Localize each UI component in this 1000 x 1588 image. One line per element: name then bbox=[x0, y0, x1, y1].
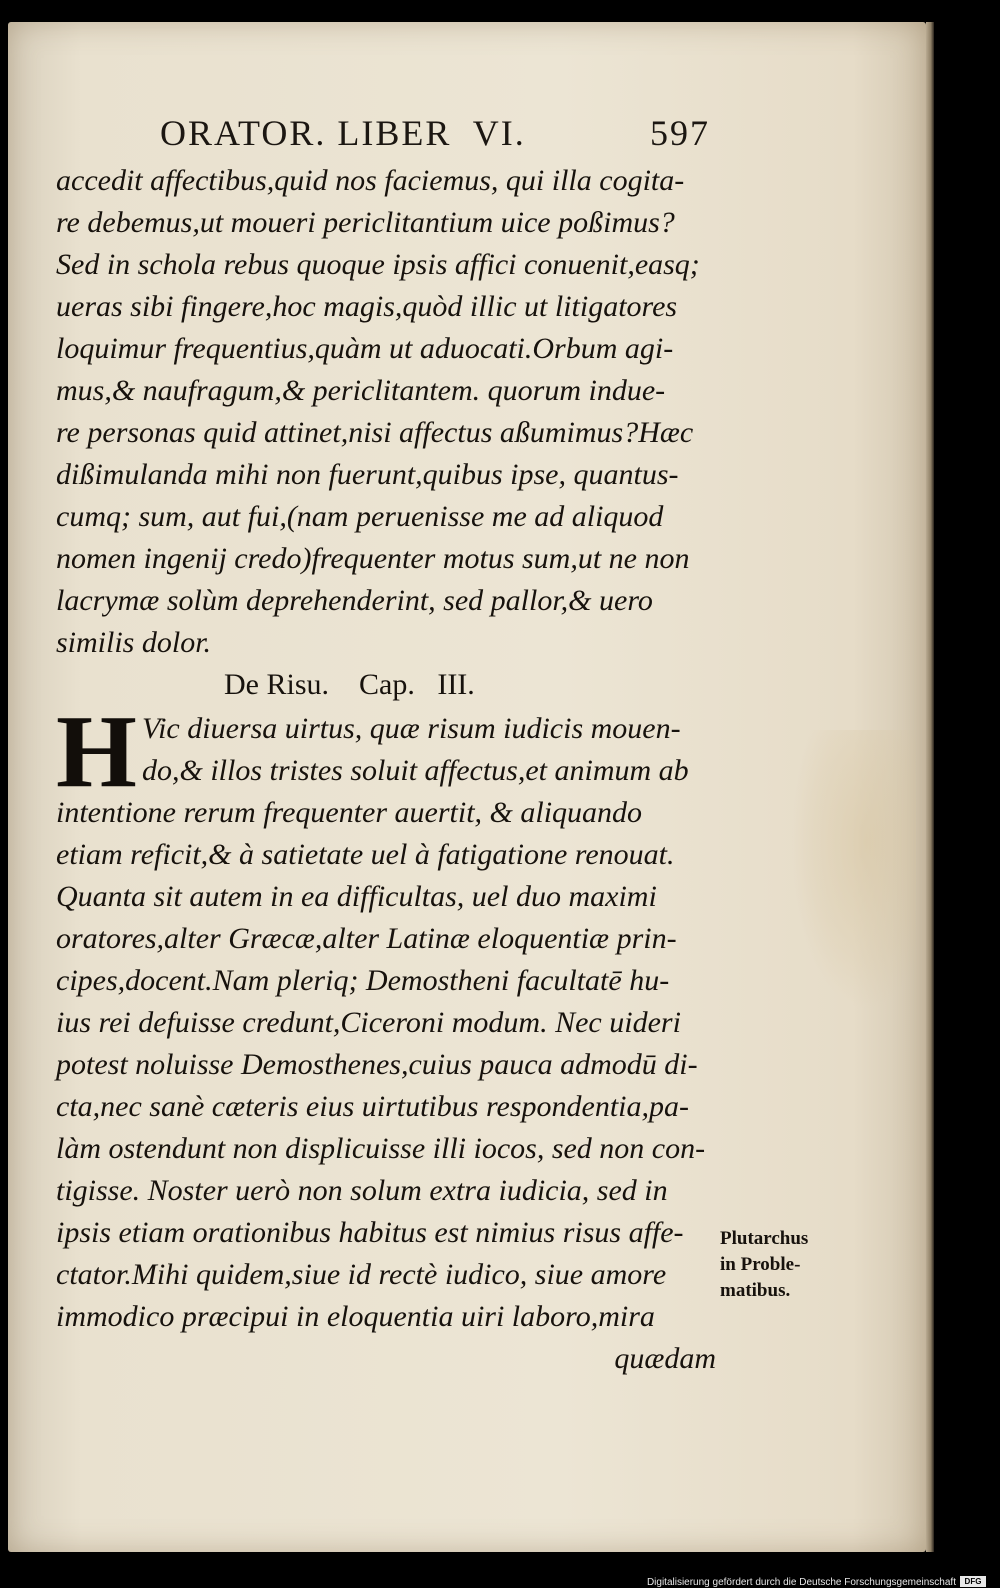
text-line: cumq; sum, aut fui,(nam peruenisse me ad aliquod bbox=[56, 500, 664, 533]
text-line: ctator.Mihi quidem,siue id rectè iudico, siue amore bbox=[56, 1258, 667, 1291]
text-line: nomen ingenij credo)frequenter motus sum,ut ne non bbox=[56, 542, 690, 575]
chapter-heading: De Risu. Cap. III. bbox=[224, 668, 475, 701]
text-line: ueras sibi fingere,hoc magis,quòd illic ut litigatores bbox=[56, 290, 678, 323]
text-line: loquimur frequentius,quàm ut aduocati.Orbum agi- bbox=[56, 332, 674, 365]
text-line: Quanta sit autem in ea difficultas, uel duo maximi bbox=[56, 880, 657, 913]
dfg-logo: DFG bbox=[960, 1576, 986, 1587]
text-line: mus,& naufragum,& periclitantem. quorum indue- bbox=[56, 374, 666, 407]
text-line: intentione rerum frequenter auertit, & aliquando bbox=[56, 796, 643, 829]
marginal-note-line: matibus. bbox=[720, 1280, 791, 1301]
text-line: oratores,alter Græcæ,alter Latinæ eloquentiæ prin- bbox=[56, 922, 677, 955]
text-line: potest noluisse Demosthenes,cuius pauca admodū di- bbox=[56, 1048, 698, 1081]
text-line: lacrymæ solùm deprehenderint, sed pallor,& uero bbox=[56, 584, 653, 617]
text-line: accedit affectibus,quid nos faciemus, qui illa cogita- bbox=[56, 164, 685, 197]
text-line: immodico præcipui in eloquentia uiri laboro,mira bbox=[56, 1300, 655, 1333]
running-title: ORATOR. LIBER VI. bbox=[160, 113, 526, 153]
text-line: tigisse. Noster uerò non solum extra iudicia, sed in bbox=[56, 1174, 668, 1207]
text-line: làm ostendunt non displicuisse illi iocos, sed non con- bbox=[56, 1132, 706, 1165]
main-text bbox=[56, 160, 736, 1380]
funding-credit: Digitalisierung gefördert durch die Deutsche Forschungsgemeinschaft bbox=[646, 1577, 956, 1588]
running-header bbox=[160, 112, 720, 158]
marginal-note-line: Plutarchus bbox=[720, 1228, 809, 1249]
catchword: quædam bbox=[614, 1342, 716, 1375]
text-line: ipsis etiam orationibus habitus est nimius risus affe- bbox=[56, 1216, 684, 1249]
text-line: re debemus,ut moueri periclitantium uice poßimus? bbox=[56, 206, 675, 239]
text-line: etiam reficit,& à satietate uel à fatigatione renouat. bbox=[56, 838, 675, 871]
text-line: Vic diuersa uirtus, quæ risum iudicis mouen- bbox=[142, 712, 681, 745]
page-stain bbox=[790, 730, 916, 1010]
text-line: similis dolor. bbox=[56, 626, 212, 659]
text-line: ius rei defuisse credunt,Ciceroni modum. Nec uideri bbox=[56, 1006, 681, 1039]
text-line: re personas quid attinet,nisi affectus aßumimus?Hæc bbox=[56, 416, 694, 449]
initial-paragraph bbox=[56, 694, 736, 809]
drop-cap: H bbox=[56, 694, 137, 809]
marginal-note-line: in Proble- bbox=[720, 1254, 801, 1275]
text-line: cta,nec sanè cæteris eius uirtutibus respondentia,pa- bbox=[56, 1090, 689, 1123]
page-number: 597 bbox=[650, 113, 710, 153]
page-edge bbox=[926, 22, 934, 1552]
text-line: cipes,docent.Nam pleriq; Demostheni facultatē hu- bbox=[56, 964, 670, 997]
text-line: do,& illos tristes soluit affectus,et animum ab bbox=[142, 754, 689, 787]
marginal-note bbox=[720, 1226, 860, 1304]
text-line: dißimulanda mihi non fuerunt,quibus ipse, quantus- bbox=[56, 458, 679, 491]
text-line: Sed in schola rebus quoque ipsis affici conuenit,easq; bbox=[56, 248, 700, 281]
